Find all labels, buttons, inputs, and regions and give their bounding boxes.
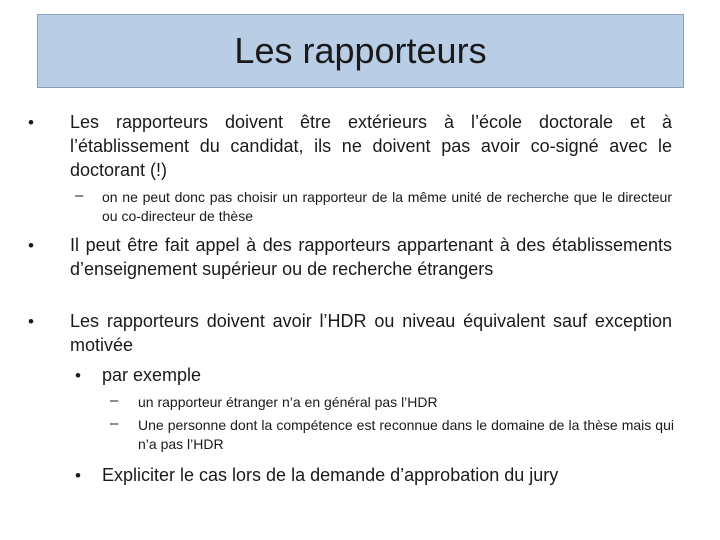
dash-icon: –	[110, 392, 119, 409]
bullet-text-3: Les rapporteurs doivent avoir l’HDR ou niveau équivalent sauf exception motivée	[70, 311, 672, 355]
bullet-icon: •	[75, 466, 81, 485]
dash-icon: –	[75, 187, 84, 204]
bullet-icon: •	[28, 236, 34, 255]
bullet-icon: •	[28, 312, 34, 331]
sub-bullet-text-3: Expliciter le cas lors de la demande d’approbation du jury	[102, 465, 559, 485]
sub-bullet-text-2: par exemple	[102, 365, 202, 385]
sub-bullet-text-1: on ne peut donc pas choisir un rapporteur de la même unité de recherche que le directeur ou co-directeur de thèse	[102, 189, 672, 224]
sub-sub-bullet-text-1: un rapporteur étranger n’a en général pas l’HDR	[138, 394, 438, 410]
bullet-text-2: Il peut être fait appel à des rapporteurs appartenant à des établissements d’enseignement supérieur ou de recherche étrangers	[70, 235, 672, 279]
bullet-text-1: Les rapporteurs doivent être extérieurs à l’école doctorale et à l’établissement du candidat, ils ne doivent pas avoir co-signé avec le doctorant (!)	[70, 112, 672, 180]
dash-icon: –	[110, 415, 119, 432]
bullet-icon: •	[75, 366, 81, 385]
slide-title: Les rapporteurs	[234, 30, 487, 71]
slide-title-box	[37, 14, 684, 88]
sub-sub-bullet-text-2: Une personne dont la compétence est reconnue dans le domaine de la thèse mais qui n’a pas l’HDR	[138, 417, 674, 452]
bullet-icon: •	[28, 113, 34, 132]
